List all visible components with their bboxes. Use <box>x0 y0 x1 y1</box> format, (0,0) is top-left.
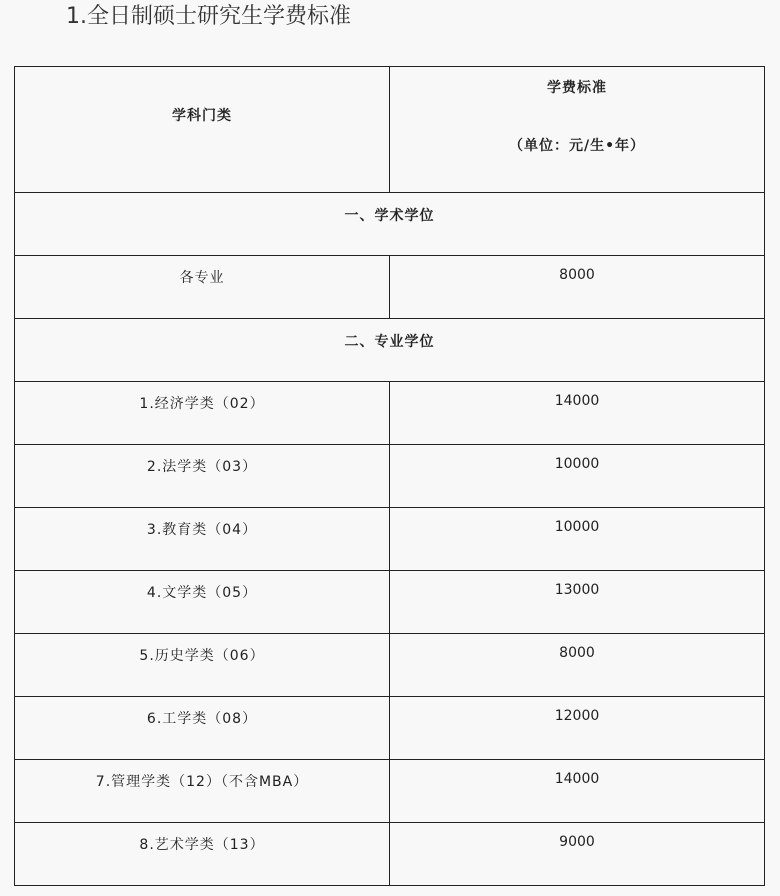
fee-value: 14000 <box>554 393 600 409</box>
fee-value: 10000 <box>554 456 600 472</box>
category-cell <box>15 634 390 697</box>
category-name: 1.经济学类（02） <box>139 396 265 412</box>
header-category-cell <box>15 67 390 193</box>
category-name: 6.工学类（08） <box>146 711 258 727</box>
fee-cell <box>390 823 765 886</box>
section-label: 二、专业学位 <box>344 334 435 350</box>
category-cell <box>15 256 390 319</box>
category-cell <box>15 760 390 823</box>
fee-value: 12000 <box>554 708 600 724</box>
table-row <box>15 571 765 634</box>
category-cell <box>15 823 390 886</box>
fee-cell <box>390 445 765 508</box>
fee-value: 8000 <box>559 645 595 661</box>
fee-value: 9000 <box>559 834 595 850</box>
category-name: 2.法学类（03） <box>146 459 258 475</box>
header-fee-cell <box>390 67 765 193</box>
tuition-table <box>14 66 765 886</box>
header-fee-label: 学费标准 <box>547 80 607 96</box>
category-name: 5.历史学类（06） <box>139 648 265 664</box>
section-label: 一、学术学位 <box>344 208 435 224</box>
category-name: 各专业 <box>179 270 225 286</box>
fee-cell <box>390 571 765 634</box>
fee-value: 14000 <box>554 771 600 787</box>
category-cell <box>15 697 390 760</box>
category-name: 7.管理学类（12）（不含MBA） <box>95 774 309 790</box>
category-name: 4.文学类（05） <box>146 585 258 601</box>
fee-cell <box>390 256 765 319</box>
fee-value: 8000 <box>559 267 595 283</box>
category-cell <box>15 508 390 571</box>
fee-value: 13000 <box>554 582 600 598</box>
fee-value: 10000 <box>554 519 600 535</box>
header-fee-unit: （单位：元/生•年） <box>508 138 646 154</box>
category-cell <box>15 571 390 634</box>
section-cell <box>15 319 765 382</box>
fee-cell <box>390 760 765 823</box>
page-title: 1.全日制硕士研究生学费标准 <box>66 4 351 29</box>
table-row <box>15 823 765 886</box>
table-row <box>15 697 765 760</box>
table-row <box>15 382 765 445</box>
table-row <box>15 508 765 571</box>
category-cell <box>15 382 390 445</box>
fee-cell <box>390 634 765 697</box>
category-name: 8.艺术学类（13） <box>139 837 265 853</box>
header-category-label: 学科门类 <box>172 108 232 124</box>
section-cell <box>15 193 765 256</box>
table-row <box>15 760 765 823</box>
category-name: 3.教育类（04） <box>146 522 258 538</box>
section-row-professional <box>15 319 765 382</box>
table-row <box>15 634 765 697</box>
fee-cell <box>390 697 765 760</box>
section-row-academic <box>15 193 765 256</box>
category-cell <box>15 445 390 508</box>
table-row <box>15 256 765 319</box>
fee-cell <box>390 508 765 571</box>
fee-cell <box>390 382 765 445</box>
table-header-row <box>15 67 765 193</box>
table-row <box>15 445 765 508</box>
